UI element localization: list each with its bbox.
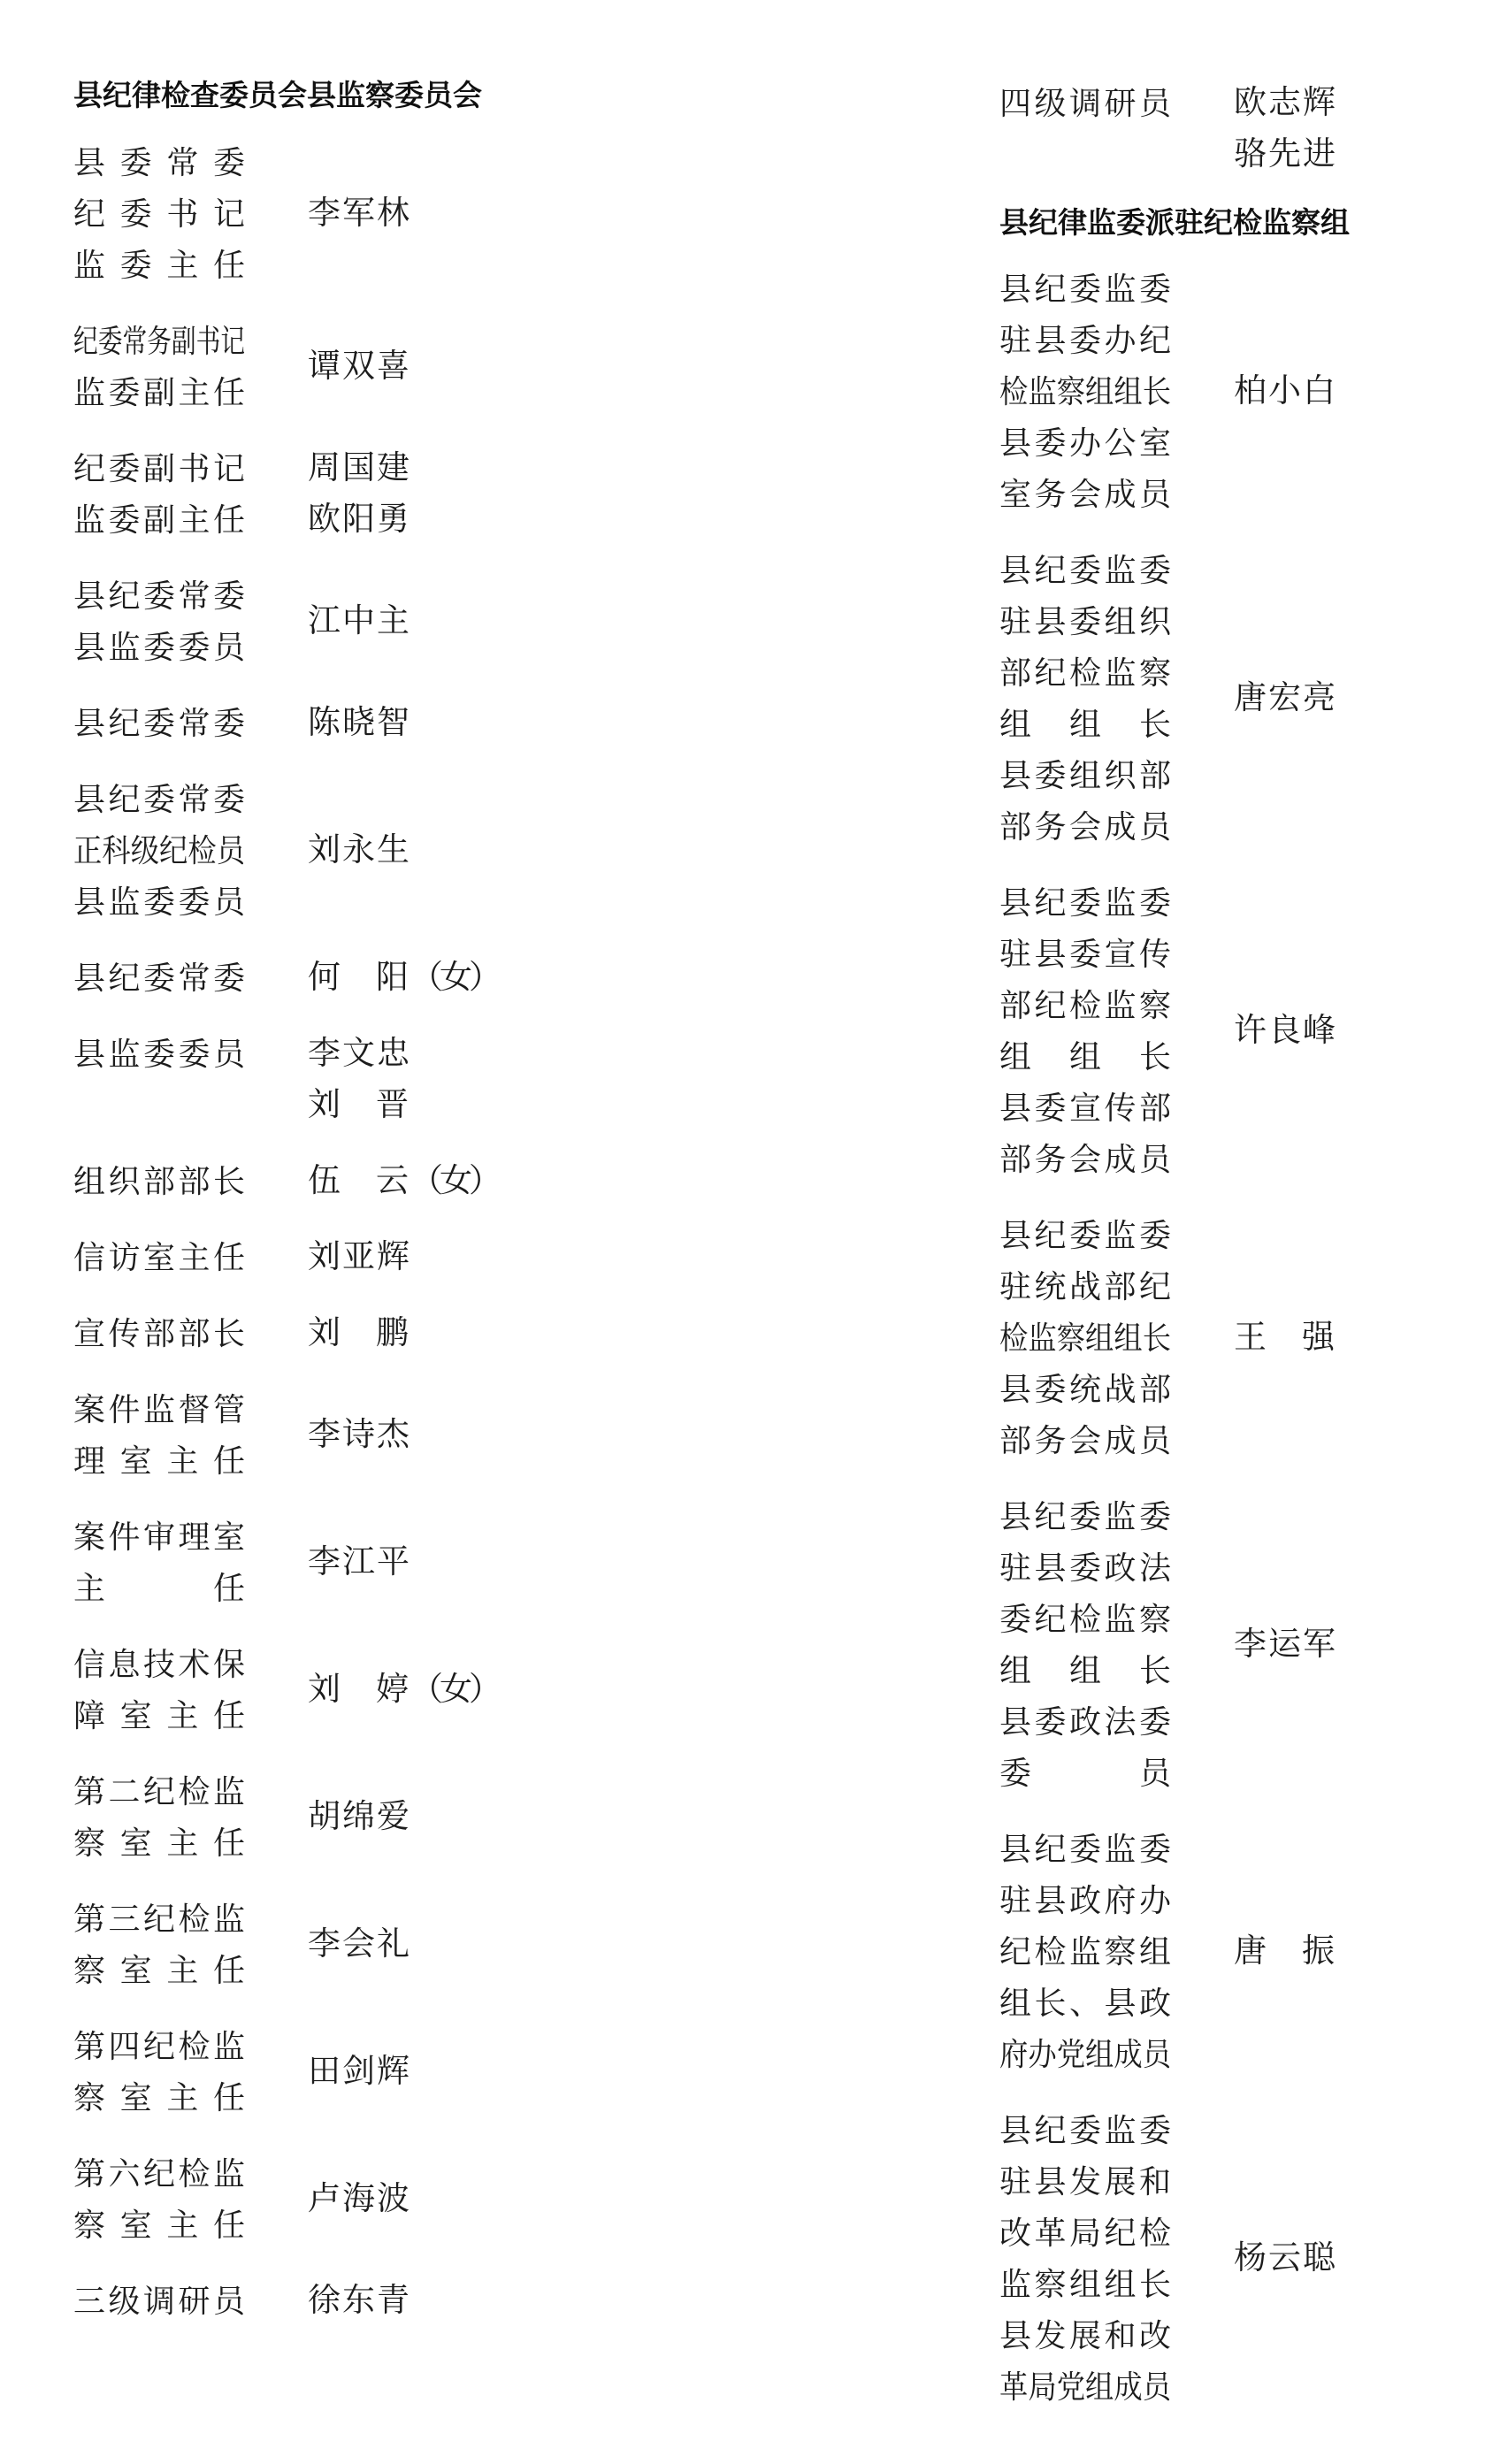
position-title-line: 县 委 办 公 室 [999, 425, 1171, 461]
person-names [308, 443, 411, 546]
position-title [73, 443, 245, 546]
position-title-line: 组 长 、 县 政 [999, 1986, 1171, 2021]
directory-entry [73, 1156, 569, 1207]
person-name: 李文忠 [308, 1036, 411, 1072]
person-name: 欧阳勇 [308, 501, 411, 538]
position-title [999, 877, 1171, 1185]
directory-entry [73, 2148, 569, 2251]
position-title-line: 驻 县 委 宣 传 [999, 937, 1171, 972]
left-section-title: 县纪律检查委员会县监察委员会 [73, 78, 482, 112]
position-title-line: 监 委 主 任 [73, 248, 245, 283]
position-title-line: 县 监 委 委 员 [73, 884, 245, 920]
person-name: 胡绵爱 [308, 1799, 411, 1835]
position-title-line: 组 组 长 [999, 1653, 1171, 1688]
person-name: 刘 晋 [308, 1087, 409, 1123]
person-name: 刘亚辉 [308, 1239, 411, 1275]
directory-entry [73, 1029, 569, 1131]
position-title-line: 部 纪 检 监 察 [999, 655, 1171, 691]
position-title [73, 1384, 245, 1487]
position-title-line: 组 组 长 [999, 1039, 1171, 1075]
position-title [73, 1894, 245, 1996]
position-title [999, 545, 1171, 853]
person-names [308, 953, 498, 1004]
person-names [1234, 1006, 1337, 1057]
position-title-line: 三 级 调 研 员 [73, 2284, 245, 2319]
position-title [73, 316, 245, 418]
position-title [999, 1210, 1171, 1466]
person-names [308, 698, 411, 749]
left-entries [73, 137, 569, 2327]
position-title-line: 部 务 会 成 员 [999, 1423, 1171, 1458]
directory-entry [999, 2105, 1485, 2413]
person-names [308, 1308, 409, 1359]
position-title-line: 理 室 主 任 [73, 1443, 245, 1479]
person-name: 唐 振 [1234, 1933, 1335, 1970]
directory-entry [999, 1491, 1485, 1799]
person-name: 李会礼 [308, 1926, 411, 1963]
position-title-line: 第 六 纪 检 监 [73, 2156, 245, 2192]
directory-entry [73, 1232, 569, 1283]
position-title [73, 2148, 245, 2251]
position-title-line: 部 务 会 成 员 [999, 809, 1171, 845]
directory-entry [73, 1766, 569, 1869]
position-title-line: 纪 委 书 记 [73, 196, 245, 232]
person-name: 刘 鹏 [308, 1315, 409, 1351]
person-name: 许良峰 [1234, 1013, 1337, 1049]
position-title-line: 四 级 调 研 员 [999, 86, 1171, 121]
directory-entry [73, 137, 569, 291]
right-column [999, 78, 1485, 2437]
person-names [308, 1410, 411, 1461]
position-title-line: 察 室 主 任 [73, 1953, 245, 1988]
position-title-line: 案 件 审 理 室 [73, 1519, 245, 1555]
person-name: 江中主 [308, 603, 411, 639]
directory-entry [73, 698, 569, 749]
person-names [308, 1232, 411, 1283]
position-title-line: 驻 统 战 部 纪 [999, 1269, 1171, 1305]
position-title-line: 县 纪 委 监 委 [999, 885, 1171, 921]
position-title-line: 县 纪 委 监 委 [999, 272, 1171, 307]
position-title-line: 驻 县 发 展 和 [999, 2164, 1171, 2200]
position-title-line: 县 纪 委 监 委 [999, 2113, 1171, 2148]
person-name: 欧志辉 [1234, 85, 1337, 121]
directory-entry [73, 443, 569, 546]
person-names [308, 1537, 411, 1588]
person-name: 李江平 [308, 1544, 411, 1580]
position-title-line: 信 访 室 主 任 [73, 1240, 245, 1275]
position-title-line: 主 任 [73, 1571, 245, 1606]
position-title [999, 1824, 1171, 2080]
directory-entry [999, 264, 1485, 520]
person-name: 杨云聪 [1234, 2240, 1337, 2277]
position-title-line: 委 纪 检 监 察 [999, 1602, 1171, 1637]
directory-entry [73, 774, 569, 928]
position-title-line: 县 纪 委 常 委 [73, 960, 245, 996]
right-entries [999, 264, 1485, 2413]
person-name: 骆先进 [1234, 136, 1337, 172]
position-title [73, 774, 245, 928]
position-title-line: 信 息 技 术 保 [73, 1647, 245, 1682]
person-name: 刘 婷 （女） [308, 1664, 498, 1716]
position-title [73, 1156, 245, 1207]
position-title-line: 驻 县 委 政 法 [999, 1550, 1171, 1586]
person-name: 李运军 [1234, 1626, 1337, 1663]
person-name: 伍 云 （女） [308, 1156, 498, 1207]
position-title-line: 监 委 副 主 任 [73, 375, 245, 410]
person-names [308, 1156, 498, 1207]
position-title-line: 纪 委 常 务 副 书 记 [73, 324, 246, 359]
position-title [73, 1029, 245, 1080]
position-title-line: 县 纪 委 常 委 [73, 578, 245, 614]
gender-note: （女） [410, 1672, 498, 1708]
person-names [308, 341, 411, 393]
position-title-line: 察 室 主 任 [73, 2080, 245, 2116]
directory-entry [999, 1824, 1485, 2080]
person-names [1234, 366, 1337, 417]
position-title-line: 府 办 党 组 成 员 [999, 2037, 1172, 2072]
position-title-line: 驻 县 政 府 办 [999, 1883, 1171, 1918]
person-names [1234, 673, 1337, 724]
position-title-line: 第 四 纪 检 监 [73, 2029, 245, 2064]
person-name: 李军林 [308, 195, 411, 232]
position-title [999, 2105, 1171, 2413]
directory-entry [73, 953, 569, 1004]
person-names [308, 1029, 411, 1131]
position-title-line: 县 委 组 织 部 [999, 758, 1171, 793]
person-names [1234, 78, 1337, 180]
person-name: 刘永生 [308, 832, 411, 869]
directory-entry [73, 316, 569, 418]
position-title [73, 698, 245, 749]
person-names [1234, 1926, 1335, 1978]
position-title-line: 县 委 宣 传 部 [999, 1090, 1171, 1126]
position-title-line: 县 纪 委 监 委 [999, 1499, 1171, 1534]
person-names [1234, 2233, 1337, 2284]
directory-entry [73, 2276, 569, 2327]
directory-entry [999, 545, 1485, 853]
person-name: 卢海波 [308, 2181, 411, 2217]
person-names [308, 1919, 411, 1970]
position-title-line: 案 件 监 督 管 [73, 1392, 245, 1427]
position-title-line: 第 三 纪 检 监 [73, 1902, 245, 1937]
position-title-line: 部 纪 检 监 察 [999, 988, 1171, 1023]
position-title-line: 检 监 察 组 组 长 [999, 374, 1172, 409]
position-title-line: 县 纪 委 监 委 [999, 553, 1171, 588]
person-name: 李诗杰 [308, 1417, 411, 1453]
position-title [73, 2021, 245, 2123]
position-title [73, 1308, 245, 1359]
person-name: 徐东青 [308, 2283, 411, 2319]
person-names [308, 188, 411, 240]
position-title [999, 78, 1171, 129]
position-title-line: 驻 县 委 办 纪 [999, 323, 1171, 358]
position-title-line: 监 察 组 组 长 [999, 2267, 1171, 2302]
position-title-line: 县 发 展 和 改 [999, 2318, 1171, 2353]
position-title-line: 检 监 察 组 组 长 [999, 1320, 1172, 1356]
position-title [73, 1639, 245, 1741]
person-name: 陈晓智 [308, 705, 411, 741]
position-title-line: 驻 县 委 组 织 [999, 604, 1171, 639]
right-section-title: 县纪律监委派驻纪检监察组 [999, 205, 1350, 240]
position-title-line: 第 二 纪 检 监 [73, 1774, 245, 1810]
person-names [308, 1664, 498, 1716]
directory-entry [73, 1511, 569, 1614]
directory-entry [73, 570, 569, 673]
directory-entry [999, 78, 1485, 180]
position-title-line: 纪 检 监 察 组 [999, 1934, 1171, 1970]
position-title-line: 县 纪 委 常 委 [73, 782, 245, 817]
position-title-line: 察 室 主 任 [73, 1825, 245, 1861]
person-name: 唐宏亮 [1234, 680, 1337, 716]
person-name: 谭双喜 [308, 348, 411, 385]
position-title-line: 革 局 党 组 成 员 [999, 2369, 1172, 2405]
position-title-line: 室 务 会 成 员 [999, 477, 1171, 512]
position-title-line: 察 室 主 任 [73, 2208, 245, 2243]
position-title-line: 县 委 常 委 [73, 145, 245, 180]
position-title-line: 县 纪 委 常 委 [73, 706, 245, 741]
directory-entry [73, 1639, 569, 1741]
person-names [308, 2047, 411, 2098]
position-title-line: 纪 委 副 书 记 [73, 451, 245, 486]
directory-entry [999, 877, 1485, 1185]
position-title-line: 县 纪 委 监 委 [999, 1832, 1171, 1867]
directory-entry [73, 1894, 569, 1996]
person-name: 王 强 [1234, 1320, 1335, 1356]
position-title-line: 部 务 会 成 员 [999, 1142, 1171, 1177]
directory-entry [73, 1308, 569, 1359]
person-names [308, 2276, 411, 2327]
directory-entry [73, 2021, 569, 2123]
position-title [999, 264, 1171, 520]
position-title-line: 县 监 委 委 员 [73, 630, 245, 665]
position-title-line: 监 委 副 主 任 [73, 502, 245, 538]
position-title-line: 县 委 政 法 委 [999, 1704, 1171, 1740]
person-names [1234, 1312, 1335, 1364]
position-title-line: 县 委 统 战 部 [999, 1372, 1171, 1407]
position-title [73, 953, 245, 1004]
position-title [73, 1511, 245, 1614]
gender-note: （女） [410, 1163, 498, 1199]
right-pre-entries [999, 78, 1485, 180]
position-title-line: 委 员 [999, 1756, 1171, 1791]
person-names [1234, 1619, 1337, 1671]
position-title [73, 2276, 245, 2327]
position-title [999, 1491, 1171, 1799]
person-name: 何 阳 （女） [308, 953, 498, 1004]
position-title-line: 宣 传 部 部 长 [73, 1316, 245, 1351]
directory-entry [999, 1210, 1485, 1466]
position-title-line: 正 科 级 纪 检 员 [73, 833, 246, 869]
position-title-line: 组 织 部 部 长 [73, 1164, 245, 1199]
position-title-line: 县 监 委 委 员 [73, 1037, 245, 1072]
person-name: 柏小白 [1234, 373, 1337, 409]
position-title-line: 县 纪 委 监 委 [999, 1218, 1171, 1253]
left-column [73, 78, 569, 2352]
position-title [73, 137, 245, 291]
person-names [308, 825, 411, 876]
person-names [308, 596, 411, 647]
position-title-line: 组 组 长 [999, 707, 1171, 742]
person-names [308, 1792, 411, 1843]
person-name: 周国建 [308, 450, 411, 486]
position-title-line: 改 革 局 纪 检 [999, 2215, 1171, 2251]
person-name: 田剑辉 [308, 2054, 411, 2090]
gender-note: （女） [410, 960, 498, 996]
position-title [73, 1232, 245, 1283]
position-title-line: 障 室 主 任 [73, 1698, 245, 1733]
person-names [308, 2174, 411, 2225]
position-title [73, 1766, 245, 1869]
directory-entry [73, 1384, 569, 1487]
position-title [73, 570, 245, 673]
